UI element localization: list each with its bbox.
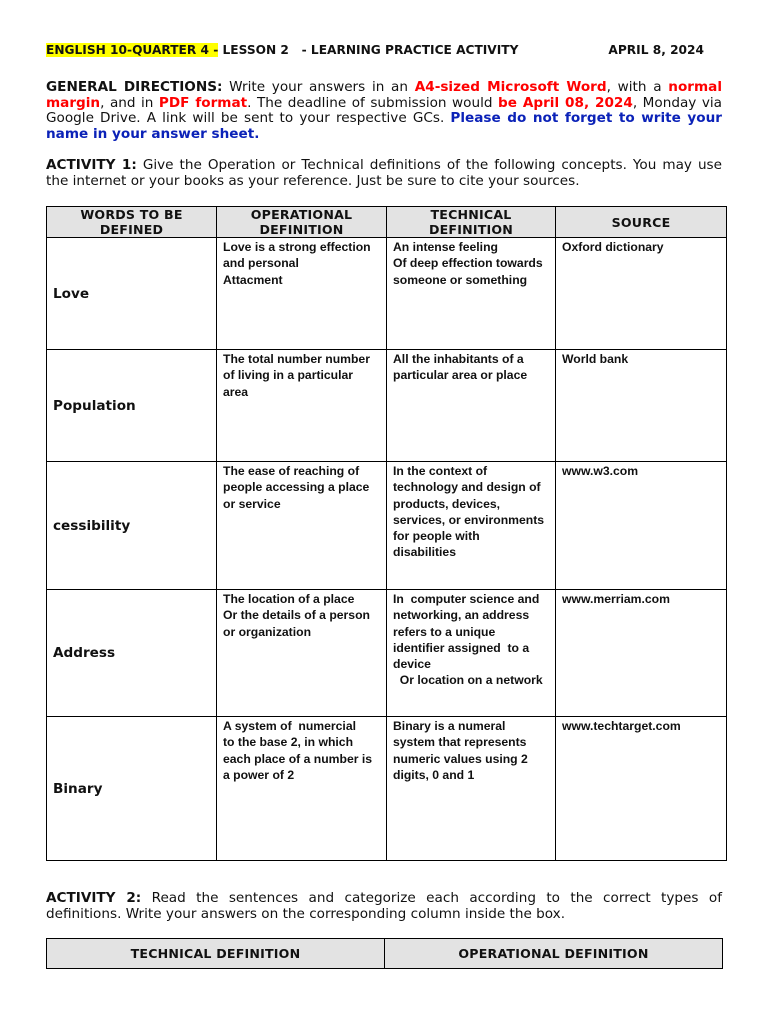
table-row [47,590,727,717]
word-cell: Address [47,590,217,717]
operational-definition-line: Attacment [223,272,283,287]
operational-definition-line: Or the details of a person [223,608,370,623]
technical-definition-cell [387,590,556,717]
directions-text-4: . The deadline of submission would [247,94,498,111]
table-row [47,717,727,861]
technical-definition-line: system that represents [393,735,527,750]
technical-definition-cell [387,350,556,462]
technical-definition-line: products, devices, [393,496,501,511]
technical-definition-line: particular area or place [393,368,528,383]
word-cell: cessibility [47,462,217,590]
word-cell: Population [47,350,217,462]
word-cell: Love [47,238,217,350]
lesson-title: LESSON 2 - LEARNING PRACTICE ACTIVITY [218,43,519,57]
technical-definition-line: services, or environments [393,512,545,527]
technical-definition-line: All the inhabitants of a [393,352,524,366]
directions-reminder: Please do not forget to write your name in your answer sheet. [46,110,722,142]
operational-definition-line: people accessing a place [223,480,370,495]
subject-label: ENGLISH 10-QUARTER 4 - [46,43,219,57]
technical-definition-line: device [393,657,431,672]
directions-text-3: , and in [100,94,159,111]
operational-definition-cell [217,238,387,350]
header-source [556,207,727,238]
header-date: APRIL 8, 2024 [608,43,704,57]
definitions-table [46,206,727,861]
definitions-table-body [47,238,727,861]
directions-text-2: , with a [606,79,669,95]
header-technical-line-1: TECHNICAL [430,207,512,222]
header-operational-line-1: OPERATIONAL [250,207,353,222]
operational-definition-cell [217,717,387,861]
technical-definition-line: An intense feeling [393,240,498,254]
definitions-table-header [47,207,727,238]
directions-highlight-2: normal margin [46,79,722,111]
operational-definition-line: of living in a particular [223,368,354,383]
technical-definition-line: numeric values using 2 [393,751,528,766]
table-row [47,350,727,462]
source-cell: www.merriam.com [556,590,727,717]
operational-definition-line: The location of a place [223,592,355,606]
operational-definition-cell [217,462,387,590]
operational-definition-line: Love is a strong effection [223,240,371,254]
technical-definition-line: In computer science and [393,592,540,606]
activity-1-label: ACTIVITY 1: [46,157,137,173]
source-cell: Oxford dictionary [556,238,727,350]
activity-2-instructions [46,891,722,922]
directions-text-5: , Monday via Google Drive. A link will be sent to your respective GCs. [46,94,722,127]
header-technical-line-2: DEFINITION [428,222,514,237]
technical-definition-line: digits, 0 and 1 [393,767,475,782]
operational-definition-cell [217,350,387,462]
directions-highlight-3: PDF format [158,94,248,111]
operational-definition-line: The total number number [223,352,370,366]
activity-1-instructions [46,158,722,189]
operational-definition-line: The ease of reaching of [223,464,360,478]
technical-definition-cell [387,462,556,590]
technical-definition-line: technology and design of [393,480,541,495]
operational-definition-line: A system of numercial [223,719,356,733]
technical-definition-cell [387,238,556,350]
header-operational-line-2: DEFINITION [259,222,344,237]
header-words [47,207,217,238]
technical-definition-line: In the context of [393,464,488,478]
operational-definition-line: or organization [223,624,312,639]
header-operational-definition: OPERATIONAL DEFINITION [385,939,723,969]
technical-definition-line: someone or something [393,272,528,287]
source-cell: www.w3.com [556,462,727,590]
source-cell: World bank [556,350,727,462]
header-technical [387,207,556,238]
header-words-line-1: WORDS TO BE [80,207,183,222]
directions-label: GENERAL DIRECTIONS: [46,79,223,95]
directions-text-1: Write your answers in an [222,79,415,95]
header-operational [217,207,387,238]
technical-definition-line: networking, an address [393,608,530,623]
technical-definition-cell [387,717,556,861]
categorize-table-header [47,939,723,969]
operational-definition-line: each place of a number is [223,751,373,766]
document-header [46,42,726,58]
operational-definition-cell [217,590,387,717]
word-cell: Binary [47,717,217,861]
operational-definition-line: to the base 2, in which [223,735,354,750]
operational-definition-line: and personal [223,256,299,271]
technical-definition-line: Of deep effection towards [393,256,543,271]
activity-2-label: ACTIVITY 2: [46,890,142,906]
operational-definition-line: a power of 2 [223,767,295,782]
directions-highlight-4: be April 08, 2024 [497,94,633,111]
header-words-line-2: DEFINED [99,222,164,237]
technical-definition-line: Or location on a network [393,673,543,688]
general-directions [46,80,722,142]
technical-definition-line: disabilities [393,545,456,560]
directions-highlight-1: A4-sized Microsoft Word [414,79,607,95]
activity-2-text: Read the sentences and categorize each according to the correct types of definitions. Write your answers on the corresponding column inside the box. [46,890,722,922]
categorize-table [46,938,723,969]
operational-definition-line: or service [223,496,281,511]
operational-definition-line: area [223,384,249,399]
header-source-line-1: SOURCE [611,214,671,230]
technical-definition-line: for people with [393,529,480,544]
technical-definition-line: identifier assigned to a [393,640,530,655]
activity-1-text: Give the Operation or Technical definitions of the following concepts. You may use the internet or your books as your reference. Just be sure to cite your sources. [46,157,723,189]
technical-definition-line: Binary is a numeral [393,719,506,733]
source-cell: www.techtarget.com [556,717,727,861]
table-row [47,462,727,590]
table-row [47,238,727,350]
header-technical-definition: TECHNICAL DEFINITION [47,939,385,969]
technical-definition-line: refers to a unique [393,624,496,639]
